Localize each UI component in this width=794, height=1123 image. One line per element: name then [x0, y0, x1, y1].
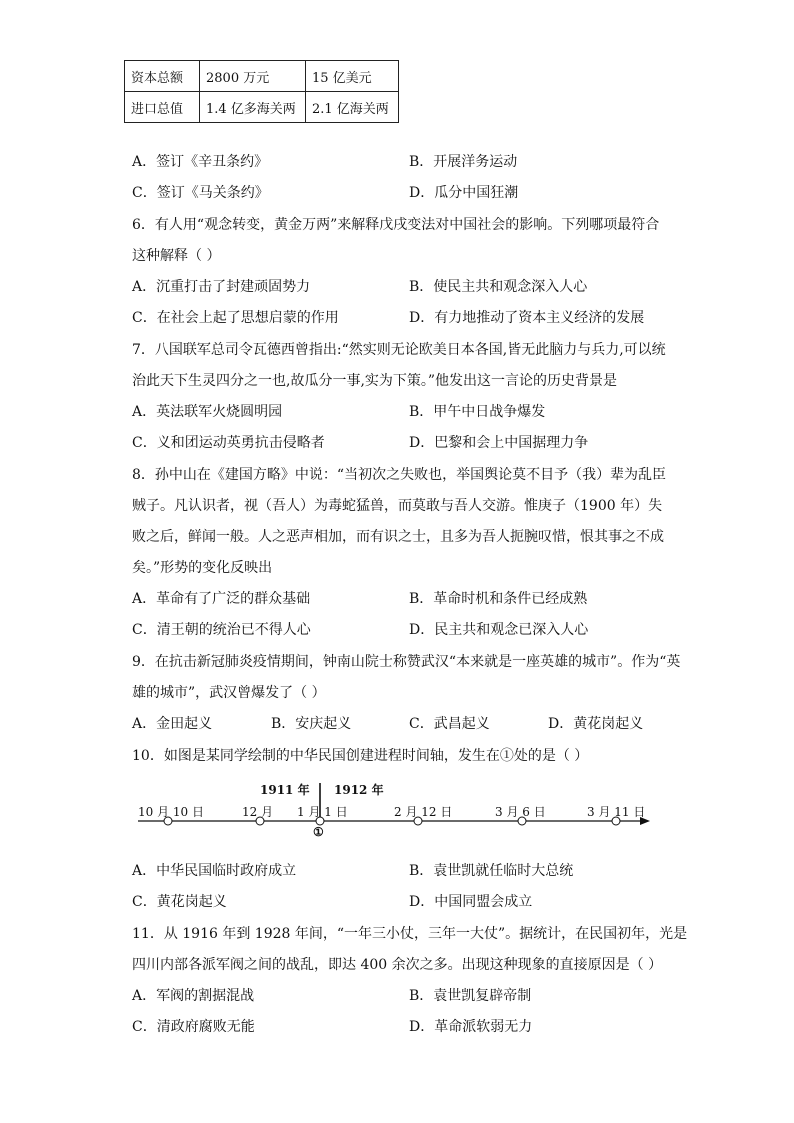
q11-option-a[interactable]: A．军阀的割据混战 [132, 988, 255, 1004]
q11-option-d[interactable]: D．革命派软弱无力 [409, 1019, 533, 1035]
table-row [125, 92, 399, 123]
timeline-label: 10 月 10 日 [138, 805, 204, 819]
q8-stem-line: 矣。”形势的变化反映出 [132, 560, 273, 576]
timeline-label: 3 月 6 日 [495, 805, 546, 819]
q10-option-b[interactable]: B．袁世凯就任临时大总统 [409, 863, 574, 879]
table-row [125, 61, 399, 92]
data-table [124, 60, 399, 123]
q10-stem-line: 10．如图是某同学绘制的中华民国创建进程时间轴，发生在①处的是（ ） [132, 748, 589, 764]
q8-option-a[interactable]: A．革命有了广泛的群众基础 [132, 591, 311, 607]
q7-option-d[interactable]: D．巴黎和会上中国据理力争 [409, 435, 589, 451]
q6-option-d[interactable]: D．有力地推动了资本主义经济的发展 [409, 310, 645, 326]
q8-stem-line: 贼子。凡认识者，视（吾人）为毒蛇猛兽，而莫敢与吾人交游。惟庚子（1900 年）失 [132, 498, 663, 514]
q9-option-a[interactable]: A．金田起义 [132, 716, 213, 732]
timeline-label: 12 月 [242, 805, 274, 819]
q5-option-c[interactable]: C．签订《马关条约》 [132, 185, 269, 201]
q7-option-c[interactable]: C．义和团运动英勇抗击侵略者 [132, 435, 325, 451]
table-cell: 1.4 亿多海关两 [200, 92, 306, 123]
q8-stem-line: 败之后，鲜闻一般。人之恶声相加，而有识之士，且多为吾人扼腕叹惜，恨其事之不成 [132, 529, 664, 545]
timeline-figure [132, 775, 662, 839]
timeline-label: 2 月 12 日 [394, 805, 453, 819]
q9-option-c[interactable]: C．武昌起义 [409, 716, 490, 732]
q9-stem-line: 9．在抗击新冠肺炎疫情期间，钟南山院士称赞武汉“本来就是一座英雄的城市”。作为“英 [132, 654, 681, 670]
q9-option-d[interactable]: D．黄花岗起义 [548, 716, 644, 732]
table-cell: 进口总值 [125, 92, 200, 123]
q8-stem-line: 8．孙中山在《建国方略》中说：“当初次之失败也，举国舆论莫不目予（我）辈为乱臣 [132, 467, 667, 483]
q6-option-c[interactable]: C．在社会上起了思想启蒙的作用 [132, 310, 339, 326]
timeline-year-right: 1912 年 [334, 783, 384, 797]
q9-stem-line: 雄的城市”，武汉曾爆发了（ ） [132, 685, 326, 701]
q7-stem-line: 7．八国联军总司令瓦德西曾指出:“然实则无论欧美日本各国,皆无此脑力与兵力,可以统 [132, 342, 666, 358]
q8-option-b[interactable]: B．革命时机和条件已经成熟 [409, 591, 588, 607]
table-cell: 2.1 亿海关两 [306, 92, 399, 123]
table-cell: 资本总额 [125, 61, 200, 92]
q6-stem-line: 6．有人用“观念转变，黄金万两”来解释戊戌变法对中国社会的影响。下列哪项最符合 [132, 217, 660, 233]
q11-option-c[interactable]: C．清政府腐败无能 [132, 1019, 255, 1035]
q5-option-b[interactable]: B．开展洋务运动 [409, 154, 518, 170]
q6-option-b[interactable]: B．使民主共和观念深入人心 [409, 279, 588, 295]
q6-stem-line: 这种解释（ ） [132, 248, 221, 264]
q11-stem-line: 四川内部各派军阀之间的战乱，即达 400 余次之多。出现这种现象的直接原因是（ ） [132, 957, 663, 973]
timeline-label: 3 月 11 日 [587, 805, 646, 819]
q7-stem-line: 治此天下生灵四分之一也,故瓜分一事,实为下策。”他发出这一言论的历史背景是 [132, 373, 618, 389]
timeline-label: 1 月 1 日 [297, 805, 348, 819]
q11-option-b[interactable]: B．袁世凯复辟帝制 [409, 988, 532, 1004]
q5-option-a[interactable]: A．签订《辛丑条约》 [132, 154, 269, 170]
q5-option-d[interactable]: D．瓜分中国狂潮 [409, 185, 519, 201]
table-cell: 2800 万元 [200, 61, 306, 92]
timeline-marker-one: ① [313, 825, 324, 839]
q11-stem-line: 11．从 1916 年到 1928 年间，“一年三小仗，三年一大仗”。据统计，在民国初年，光是 [132, 926, 688, 942]
q7-option-a[interactable]: A．英法联军火烧圆明园 [132, 404, 283, 420]
q10-option-a[interactable]: A．中华民国临时政府成立 [132, 863, 297, 879]
q6-option-a[interactable]: A．沉重打击了封建顽固势力 [132, 279, 311, 295]
q10-option-d[interactable]: D．中国同盟会成立 [409, 894, 533, 910]
q8-option-c[interactable]: C．清王朝的统治已不得人心 [132, 622, 311, 638]
timeline-year-left: 1911 年 [260, 783, 310, 797]
q8-option-d[interactable]: D．民主共和观念已深入人心 [409, 622, 589, 638]
q10-option-c[interactable]: C．黄花岗起义 [132, 894, 227, 910]
table-cell: 15 亿美元 [306, 61, 399, 92]
q7-option-b[interactable]: B．甲午中日战争爆发 [409, 404, 546, 420]
q9-option-b[interactable]: B．安庆起义 [271, 716, 352, 732]
